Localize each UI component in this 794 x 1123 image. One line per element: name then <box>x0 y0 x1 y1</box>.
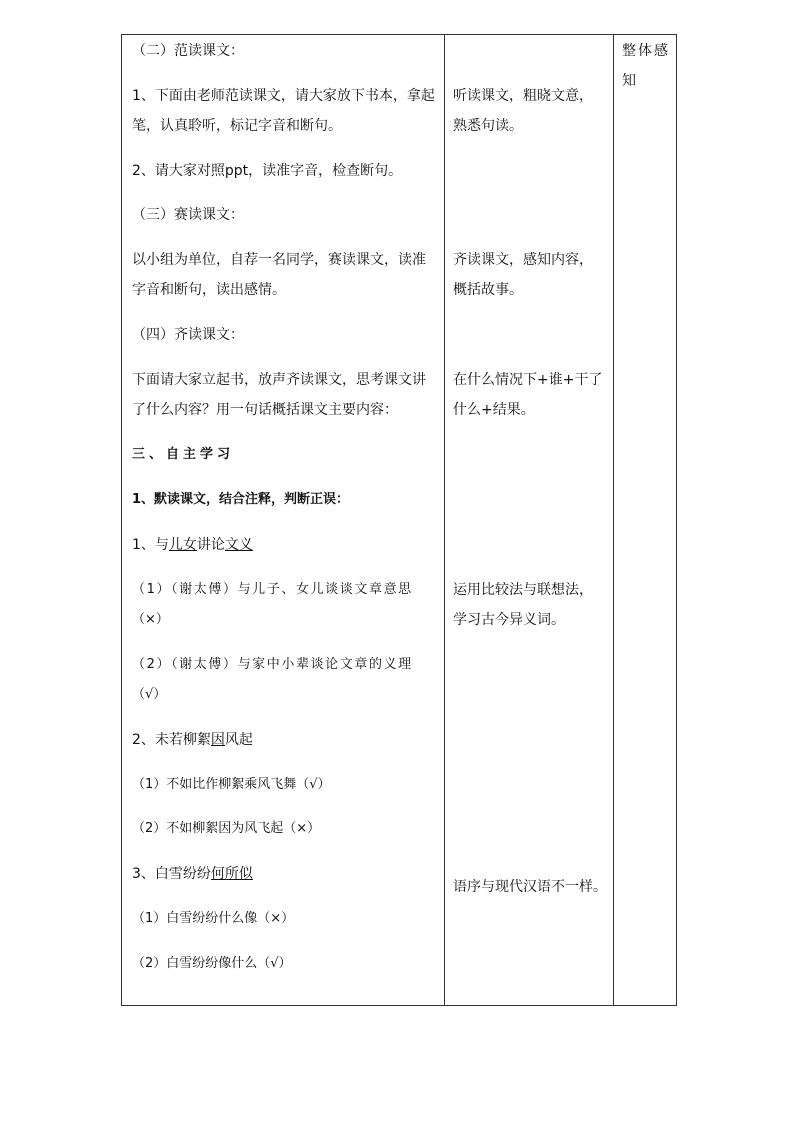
text-line: 1、下面由老师范读课文，请大家放下书本，拿起 <box>132 88 435 104</box>
note-line: 什么+结果。 <box>453 402 535 418</box>
note-line: 听读课文，粗晓文意， <box>453 88 593 104</box>
note-line: 齐读课文，感知内容， <box>453 252 593 268</box>
text-line: 了什么内容？用一句话概括课文主要内容： <box>132 402 398 418</box>
answer-mark: （√） <box>132 687 167 702</box>
section-title: （三）赛读课文： <box>132 207 244 223</box>
intent-line: 知 <box>622 73 636 89</box>
answer-option: （1）白雪纷纷什么像（×） <box>132 911 295 926</box>
task-heading: 1、默读课文，结合注释，判断正误： <box>132 492 350 507</box>
answer-option: （1）不如比作柳絮乘风飞舞（√） <box>132 777 331 792</box>
section-title: （四）齐读课文： <box>132 327 244 343</box>
answer-mark: （×） <box>132 612 169 627</box>
text-line: 字音和断句，读出感情。 <box>132 282 286 298</box>
question-line <box>132 535 253 555</box>
answer-option: （2）（谢太傅）与家中小辈谈论文章的义理 <box>132 657 413 672</box>
note-line: 熟悉句读。 <box>453 118 523 134</box>
note-line: 在什么情况下+谁+干了 <box>453 372 603 388</box>
note-line: 运用比较法与联想法， <box>453 582 593 598</box>
question-text: 讲论 <box>196 537 225 553</box>
answer-option: （1）（谢太傅）与儿子、女儿谈谈文章意思 <box>132 582 413 597</box>
student-activity-cell <box>445 35 613 1005</box>
lesson-plan-table <box>121 34 677 1006</box>
text-line: 笔，认真聆听，标记字音和断句。 <box>132 118 342 134</box>
note-line: 概括故事。 <box>453 282 523 298</box>
design-intent-cell <box>614 35 678 1005</box>
part-heading: 三、自主学习 <box>132 447 235 462</box>
text-line: 以小组为单位，自荐一名同学，赛读课文，读准 <box>132 252 426 268</box>
question-text: 3、白雪纷纷 <box>132 866 211 882</box>
underlined-word: 何所似 <box>210 866 253 882</box>
teaching-process-cell <box>122 35 444 1005</box>
answer-option: （2）白雪纷纷像什么（√） <box>132 956 292 971</box>
question-line <box>132 730 253 750</box>
intent-line: 整体感 <box>622 43 670 59</box>
question-line <box>132 864 253 884</box>
note-line: 学习古今异义词。 <box>453 612 565 628</box>
question-text: 风起 <box>224 732 253 748</box>
underlined-word: 文义 <box>224 537 253 553</box>
question-text: 1、与 <box>132 537 169 553</box>
underlined-word: 儿女 <box>168 537 197 553</box>
question-text: 2、未若柳絮 <box>132 732 211 748</box>
note-line: 语序与现代汉语不一样。 <box>453 879 607 895</box>
text-line: 下面请大家立起书，放声齐读课文，思考课文讲 <box>132 372 426 388</box>
answer-option: （2）不如柳絮因为风飞起（×） <box>132 821 321 836</box>
section-title: （二）范读课文： <box>132 43 244 59</box>
text-line: 2、请大家对照ppt，读准字音，检查断句。 <box>132 163 403 179</box>
underlined-word: 因 <box>210 732 225 748</box>
